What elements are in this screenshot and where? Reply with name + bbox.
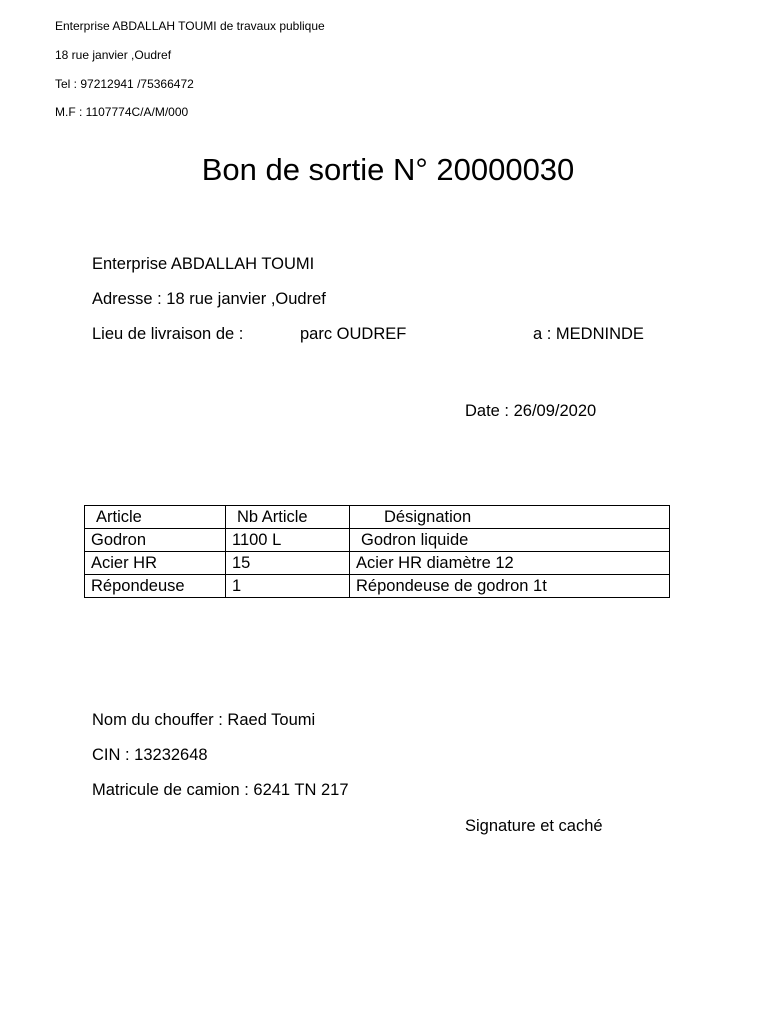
- signature-label: Signature et caché: [465, 817, 603, 835]
- cell-nb-article: 1100 L: [226, 529, 350, 552]
- header-designation: Désignation: [350, 506, 670, 529]
- client-name: Enterprise ABDALLAH TOUMI: [92, 255, 315, 273]
- cell-article: Répondeuse: [85, 575, 226, 598]
- company-address-line: 18 rue janvier ,Oudref: [55, 48, 172, 62]
- company-header-line: Enterprise ABDALLAH TOUMI de travaux publique: [55, 19, 325, 33]
- table-row: [85, 575, 670, 598]
- cell-nb-article: 15: [226, 552, 350, 575]
- company-phone-line: Tel : 97212941 /75366472: [55, 77, 194, 91]
- company-tax-id-line: M.F : 1107774C/A/M/000: [55, 105, 189, 119]
- table-row: [85, 529, 670, 552]
- table-row: [85, 552, 670, 575]
- document-date: Date : 26/09/2020: [465, 402, 597, 420]
- driver-name: Nom du chouffer : Raed Toumi: [92, 711, 316, 729]
- cell-designation: Godron liquide: [350, 529, 670, 552]
- delivery-to: a : MEDNINDE: [533, 325, 644, 343]
- truck-plate: Matricule de camion : 6241 TN 217: [92, 781, 349, 799]
- cell-nb-article: 1: [226, 575, 350, 598]
- items-table: [84, 505, 670, 598]
- document-title: Bon de sortie N° 20000030: [201, 152, 575, 187]
- delivery-from: parc OUDREF: [300, 325, 407, 343]
- cell-article: Acier HR: [85, 552, 226, 575]
- delivery-label: Lieu de livraison de :: [92, 325, 244, 343]
- header-article: Article: [85, 506, 226, 529]
- table-header-row: [85, 506, 670, 529]
- header-nb-article: Nb Article: [226, 506, 350, 529]
- client-address: Adresse : 18 rue janvier ,Oudref: [92, 290, 326, 308]
- driver-cin: CIN : 13232648: [92, 746, 208, 764]
- cell-designation: Acier HR diamètre 12: [350, 552, 670, 575]
- cell-article: Godron: [85, 529, 226, 552]
- cell-designation: Répondeuse de godron 1t: [350, 575, 670, 598]
